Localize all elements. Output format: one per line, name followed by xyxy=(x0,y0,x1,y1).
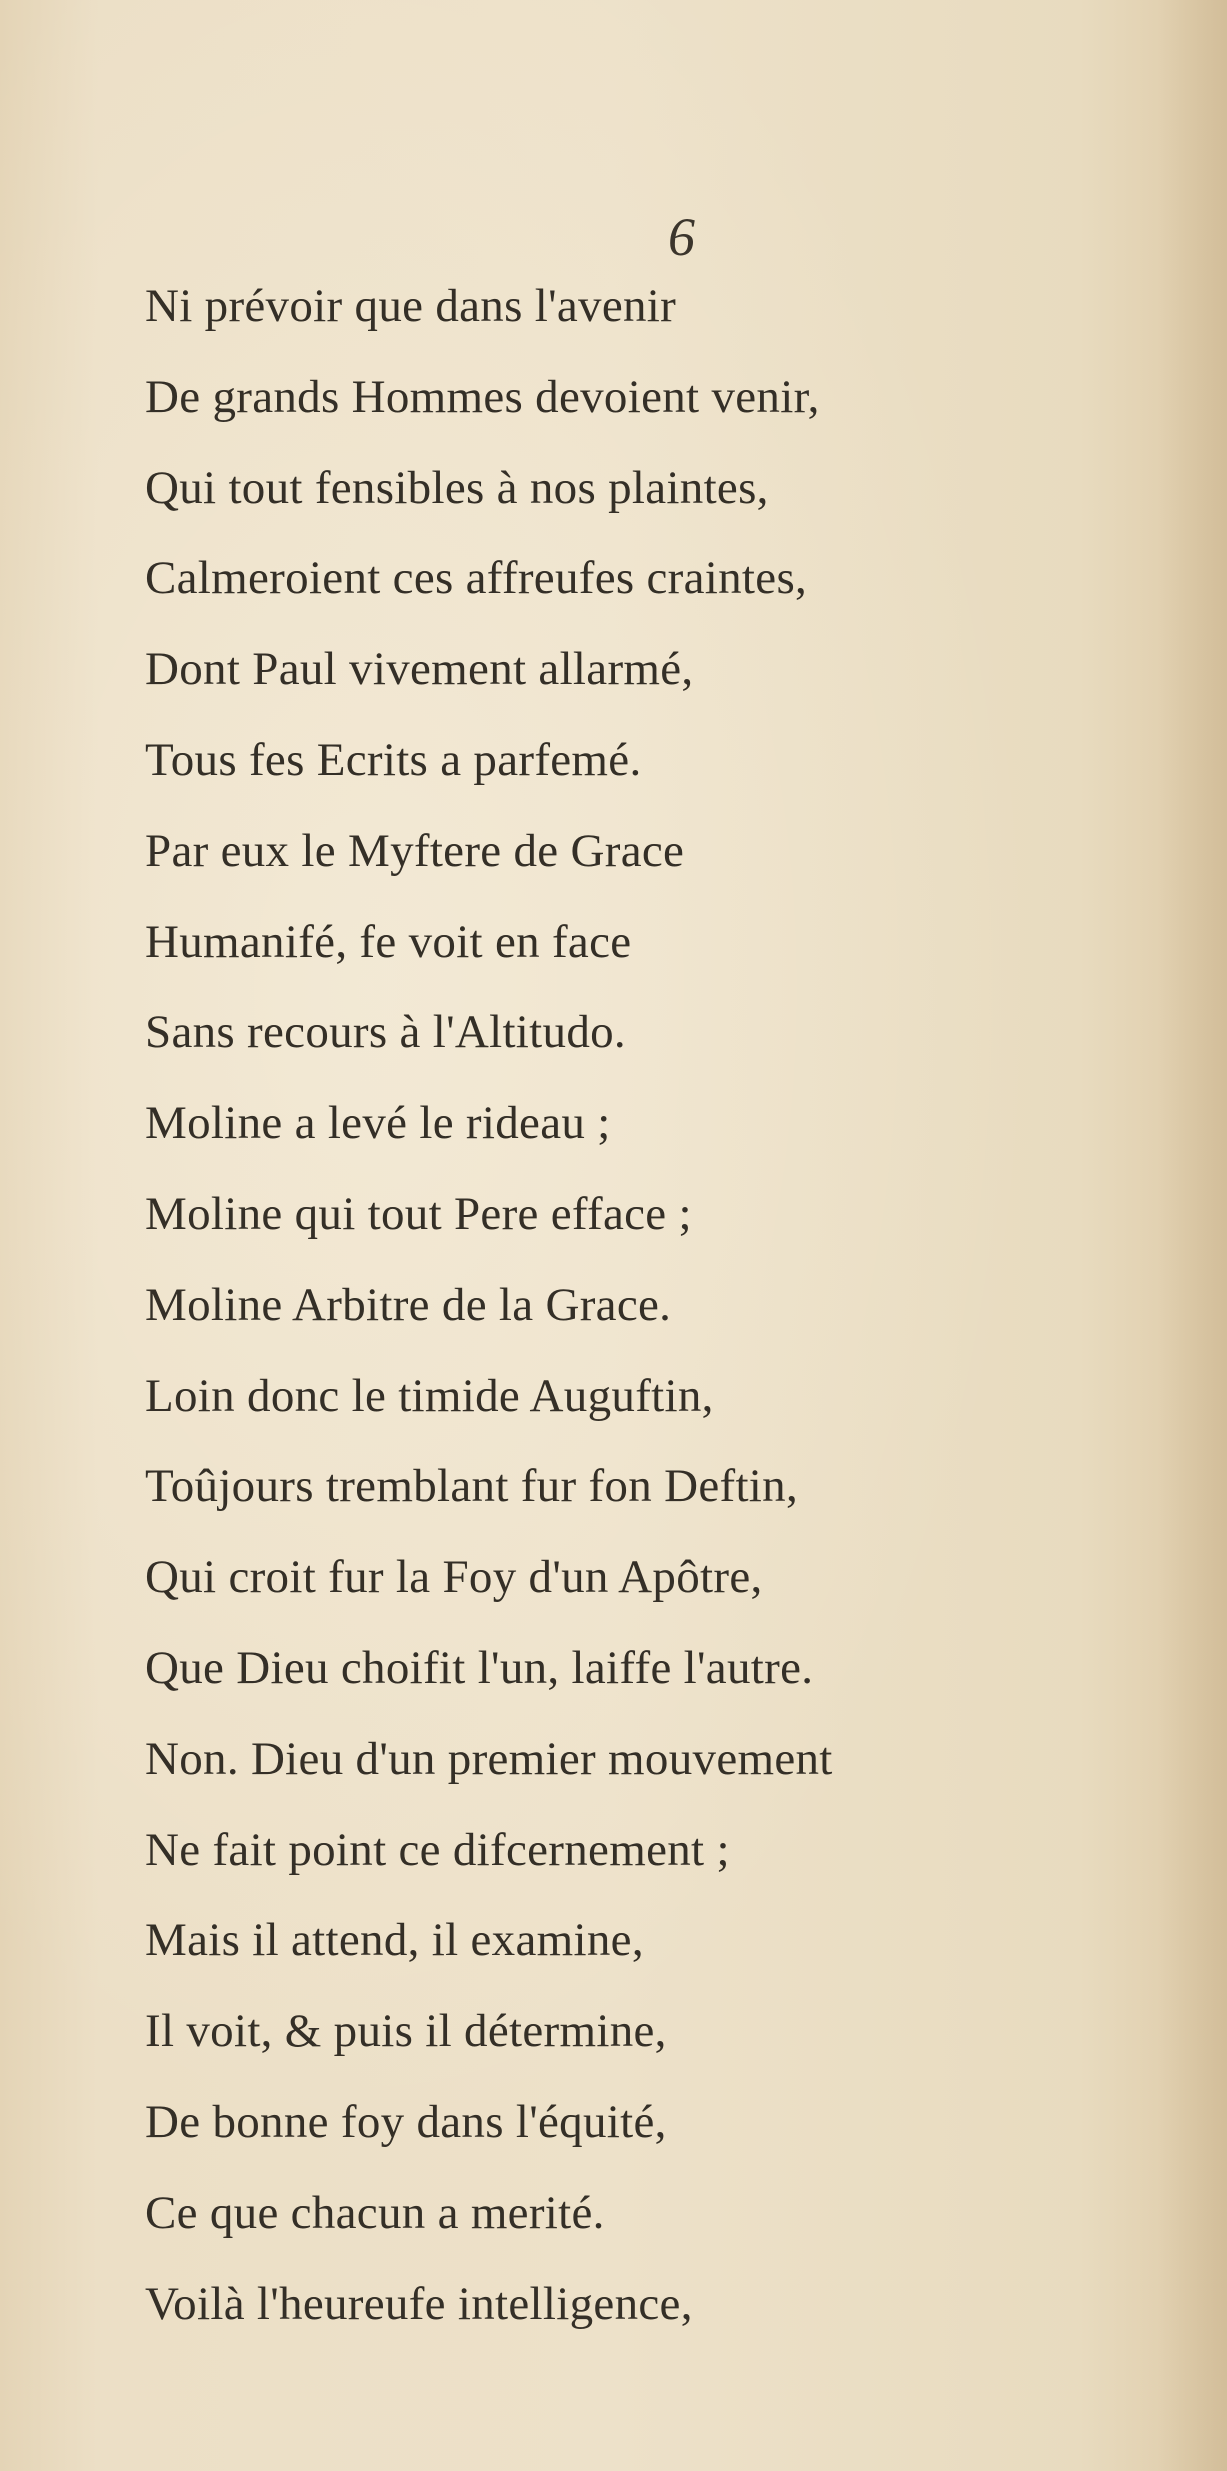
poem-line: Mais il attend, il examine, xyxy=(145,1914,644,1967)
poem-line: Loin donc le timide Auguftin, xyxy=(145,1369,714,1422)
poem-line: Sans recours à l'Altitudo. xyxy=(145,1006,626,1059)
poem-line: Moline qui tout Pere efface ; xyxy=(145,1187,692,1240)
poem-line: Qui tout fensibles à nos plaintes, xyxy=(145,461,769,514)
poem-line: Ne fait point ce difcernement ; xyxy=(145,1823,730,1876)
poem-line: Par eux le Myftere de Grace xyxy=(145,824,685,877)
poem-text xyxy=(145,274,833,2362)
poem-line: Voilà l'heureufe intelligence, xyxy=(145,2277,693,2330)
poem-line: Ce que chacun a merité. xyxy=(145,2186,605,2239)
poem-line: Humanifé, fe voit en face xyxy=(145,915,632,968)
poem-line: Moline Arbitre de la Grace. xyxy=(145,1278,672,1331)
page-edge-shadow xyxy=(1157,0,1227,2471)
poem-line: Que Dieu choifit l'un, laiffe l'autre. xyxy=(145,1641,814,1694)
poem-line: De bonne foy dans l'équité, xyxy=(145,2095,667,2148)
poem-line: De grands Hommes devoient venir, xyxy=(145,370,820,423)
poem-line: Ni prévoir que dans l'avenir xyxy=(145,280,677,332)
poem-line: Il voit, & puis il détermine, xyxy=(145,2005,667,2058)
poem-line: Calmeroient ces affreufes craintes, xyxy=(145,552,808,605)
poem-line: Toûjours tremblant fur fon Deftin, xyxy=(145,1460,799,1513)
poem-line: Tous fes Ecrits a parfemé. xyxy=(145,733,642,786)
page-number: 6 xyxy=(668,207,695,267)
poem-line: Moline a levé le rideau ; xyxy=(145,1097,611,1150)
poem-line: Dont Paul vivement allarmé, xyxy=(145,643,694,696)
poem-line: Non. Dieu d'un premier mouvement xyxy=(145,1732,833,1785)
poem-line: Qui croit fur la Foy d'un Apôtre, xyxy=(145,1551,763,1604)
